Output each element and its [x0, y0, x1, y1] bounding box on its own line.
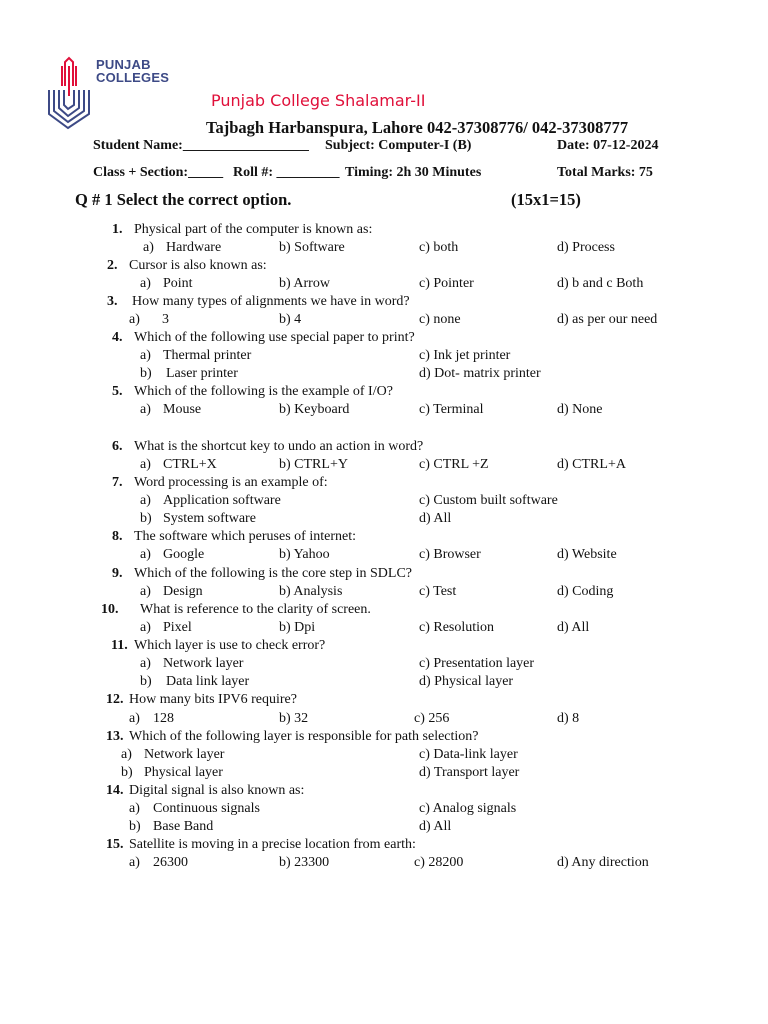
option-a-text: 3 — [162, 312, 169, 327]
option-b: b) Software — [279, 240, 345, 255]
question-number: 13. — [106, 729, 124, 744]
college-logo-icon — [46, 56, 94, 134]
option-b: b) Yahoo — [279, 547, 330, 562]
question-text: Word processing is an example of: — [134, 475, 328, 490]
question-number: 14. — [106, 783, 124, 798]
option-a-label: a) — [129, 855, 140, 870]
option-d: d) Any direction — [557, 855, 649, 870]
option-d: d) Transport layer — [419, 765, 520, 780]
option-a-text: 128 — [153, 711, 174, 726]
option-b-label: b) — [140, 511, 152, 526]
logo-line-2: COLLEGES — [96, 70, 170, 85]
option-a-text: Design — [163, 584, 203, 599]
logo-text — [96, 58, 169, 84]
option-c: c) Browser — [419, 547, 481, 562]
timing-label: Timing: 2h 30 Minutes — [345, 165, 482, 180]
option-a-label: a) — [140, 493, 151, 508]
option-c: c) Custom built software — [419, 493, 558, 508]
college-logo — [46, 56, 176, 134]
option-b: b) Keyboard — [279, 402, 350, 417]
option-d: d) Coding — [557, 584, 614, 599]
question-text: Which of the following layer is responsible for path selection? — [129, 729, 479, 744]
option-a-text: Hardware — [166, 240, 222, 255]
question-text: Which of the following is the example of I/O? — [134, 384, 393, 399]
option-d: d) as per our need — [557, 312, 658, 327]
option-d: d) Website — [557, 547, 617, 562]
option-b-label: b) — [121, 765, 133, 780]
option-c: c) none — [419, 312, 461, 327]
option-a-text: CTRL+X — [163, 457, 217, 472]
class-section-field: Class + Section:_____ — [93, 165, 224, 180]
option-c: c) Presentation layer — [419, 656, 535, 671]
option-d: d) None — [557, 402, 603, 417]
question-text: Satellite is moving in a precise location from earth: — [129, 837, 416, 852]
question-text: How many types of alignments we have in word? — [132, 294, 410, 309]
option-c: c) 28200 — [414, 855, 464, 870]
option-d: d) 8 — [557, 711, 580, 726]
option-b: b) 32 — [279, 711, 309, 726]
option-c: c) Terminal — [419, 402, 484, 417]
option-b-text: System software — [163, 511, 256, 526]
option-a-label: a) — [121, 747, 132, 762]
question-number: 12. — [106, 692, 124, 707]
option-d: d) b and c Both — [557, 276, 644, 291]
total-marks-label: Total Marks: 75 — [557, 165, 653, 180]
option-b-label: b) — [140, 674, 152, 689]
question-text: Digital signal is also known as: — [129, 783, 305, 798]
option-b-label: b) — [140, 366, 152, 381]
option-b: b) CTRL+Y — [279, 457, 348, 472]
question-text: How many bits IPV6 require? — [129, 692, 297, 707]
option-d: d) All — [419, 819, 452, 834]
option-d: d) All — [557, 620, 590, 635]
option-d: d) Physical layer — [419, 674, 514, 689]
question-number: 2. — [107, 258, 118, 273]
question-text: Physical part of the computer is known as: — [134, 222, 373, 237]
option-c: c) Pointer — [419, 276, 474, 291]
question-text: Which layer is use to check error? — [134, 638, 326, 653]
option-a-text: Point — [163, 276, 193, 291]
question-number: 15. — [106, 837, 124, 852]
option-a-label: a) — [143, 240, 154, 255]
question-number: 7. — [112, 475, 123, 490]
college-name: Punjab College Shalamar-II — [211, 91, 426, 110]
option-b: b) Analysis — [279, 584, 343, 599]
option-b-text: Base Band — [153, 819, 214, 834]
option-b-text: Laser printer — [166, 366, 238, 381]
option-a-text: Google — [163, 547, 205, 562]
option-c: c) 256 — [414, 711, 450, 726]
question-number: 4. — [112, 330, 123, 345]
option-a-label: a) — [129, 312, 140, 327]
option-a-text: Network layer — [144, 747, 225, 762]
option-a-text: Thermal printer — [163, 348, 252, 363]
question-text: The software which peruses of internet: — [134, 529, 356, 544]
option-d: d) All — [419, 511, 452, 526]
roll-number-field: Roll #: _________ — [233, 165, 340, 180]
student-name-field: Student Name:__________________ — [93, 138, 309, 153]
question-text: Cursor is also known as: — [129, 258, 267, 273]
option-a-text: Application software — [163, 493, 281, 508]
question-number: 5. — [112, 384, 123, 399]
section-title: Q # 1 Select the correct option. — [75, 190, 292, 209]
option-a-label: a) — [140, 457, 151, 472]
question-text: What is reference to the clarity of screen. — [140, 602, 371, 617]
option-b-text: Physical layer — [144, 765, 223, 780]
question-number: 6. — [112, 439, 123, 454]
option-a-text: Mouse — [163, 402, 202, 417]
logo-line-1: PUNJAB — [96, 57, 151, 72]
subject-label: Subject: Computer-I (B) — [325, 138, 472, 153]
option-b: b) 4 — [279, 312, 302, 327]
option-a-label: a) — [140, 656, 151, 671]
option-b-text: Data link layer — [166, 674, 250, 689]
option-a-label: a) — [140, 620, 151, 635]
option-a-text: Network layer — [163, 656, 244, 671]
option-c: c) Analog signals — [419, 801, 517, 816]
option-c: c) Data-link layer — [419, 747, 518, 762]
section-marks: (15x1=15) — [511, 190, 581, 209]
option-b: b) 23300 — [279, 855, 330, 870]
question-number: 3. — [107, 294, 118, 309]
option-d: d) CTRL+A — [557, 457, 626, 472]
question-number: 8. — [112, 529, 123, 544]
college-address: Tajbagh Harbanspura, Lahore 042-37308776/ 042-37308777 — [206, 118, 629, 137]
question-number: 9. — [112, 566, 123, 581]
option-c: c) Ink jet printer — [419, 348, 511, 363]
option-c: c) both — [419, 240, 459, 255]
option-b: b) Dpi — [279, 620, 316, 635]
question-number: 1. — [112, 222, 123, 237]
date-label: Date: 07-12-2024 — [557, 138, 659, 153]
option-a-text: Pixel — [163, 620, 192, 635]
question-text: Which of the following is the core step in SDLC? — [134, 566, 412, 581]
option-a-label: a) — [129, 711, 140, 726]
option-c: c) CTRL +Z — [419, 457, 489, 472]
option-b: b) Arrow — [279, 276, 330, 291]
question-number: 10. — [101, 602, 119, 617]
question-number: 11. — [111, 638, 128, 653]
option-c: c) Test — [419, 584, 457, 599]
question-text: Which of the following use special paper to print? — [134, 330, 415, 345]
option-a-label: a) — [140, 402, 151, 417]
option-d: d) Process — [557, 240, 615, 255]
option-a-text: 26300 — [153, 855, 188, 870]
option-a-text: Continuous signals — [153, 801, 260, 816]
option-a-label: a) — [140, 276, 151, 291]
option-a-label: a) — [129, 801, 140, 816]
question-text: What is the shortcut key to undo an action in word? — [134, 439, 424, 454]
option-c: c) Resolution — [419, 620, 495, 635]
option-b-label: b) — [129, 819, 141, 834]
option-a-label: a) — [140, 547, 151, 562]
option-d: d) Dot- matrix printer — [419, 366, 541, 381]
option-a-label: a) — [140, 584, 151, 599]
option-a-label: a) — [140, 348, 151, 363]
